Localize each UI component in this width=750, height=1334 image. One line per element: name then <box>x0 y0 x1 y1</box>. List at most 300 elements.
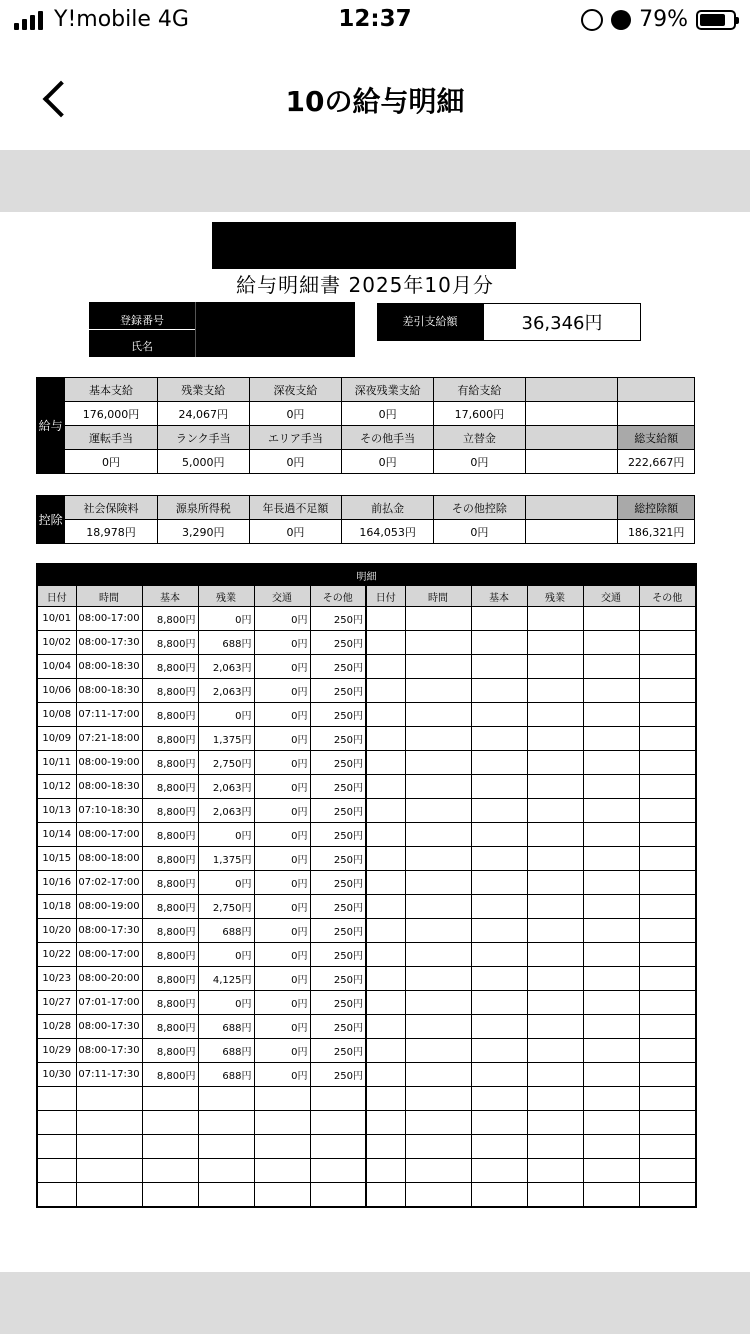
detail-empty-cell <box>405 919 471 943</box>
detail-empty-cell <box>527 1183 583 1208</box>
detail-cell: 10/16 <box>37 871 76 895</box>
detail-empty-cell <box>583 607 639 631</box>
detail-cell: 0円 <box>254 895 310 919</box>
deduction-value: 18,978円 <box>65 520 158 544</box>
detail-empty-cell <box>583 655 639 679</box>
detail-empty-cell <box>639 1087 696 1111</box>
detail-cell: 08:00-17:30 <box>76 919 142 943</box>
detail-empty-cell <box>471 1087 527 1111</box>
detail-cell: 07:11-17:00 <box>76 703 142 727</box>
detail-cell: 10/27 <box>37 991 76 1015</box>
detail-row <box>37 607 696 631</box>
detail-empty-cell <box>405 751 471 775</box>
pay-header: ランク手当 <box>157 426 249 450</box>
detail-row <box>37 799 696 823</box>
detail-empty-cell <box>405 991 471 1015</box>
detail-empty-cell <box>405 1063 471 1087</box>
detail-header: その他 <box>310 586 366 607</box>
detail-row <box>37 1111 696 1135</box>
pay-value <box>525 450 618 474</box>
detail-cell: 07:01-17:00 <box>76 991 142 1015</box>
detail-cell: 4,125円 <box>198 967 254 991</box>
detail-cell: 250円 <box>310 775 366 799</box>
deduction-side-label: 控除 <box>37 496 65 544</box>
detail-empty-cell <box>471 1015 527 1039</box>
detail-header: 時間 <box>405 586 471 607</box>
detail-cell: 10/18 <box>37 895 76 919</box>
pay-header <box>618 378 695 402</box>
detail-empty-cell <box>583 1135 639 1159</box>
detail-empty-cell <box>471 895 527 919</box>
total-deduction-value: 186,321円 <box>618 520 695 544</box>
detail-row <box>37 967 696 991</box>
detail-empty-cell <box>583 919 639 943</box>
detail-empty-cell <box>366 1159 405 1183</box>
detail-empty-cell <box>583 799 639 823</box>
detail-empty-cell <box>198 1111 254 1135</box>
detail-cell: 2,063円 <box>198 799 254 823</box>
deduction-header: 年長過不足額 <box>249 496 342 520</box>
detail-empty-cell <box>527 727 583 751</box>
detail-row <box>37 1015 696 1039</box>
detail-empty-cell <box>471 799 527 823</box>
detail-cell: 10/04 <box>37 655 76 679</box>
detail-empty-cell <box>366 991 405 1015</box>
pay-header: エリア手当 <box>249 426 342 450</box>
deduction-value: 3,290円 <box>157 520 249 544</box>
detail-cell: 688円 <box>198 1063 254 1087</box>
pay-header <box>525 378 618 402</box>
detail-row <box>37 1135 696 1159</box>
detail-empty-cell <box>527 1039 583 1063</box>
detail-cell: 08:00-19:00 <box>76 751 142 775</box>
detail-cell: 0円 <box>254 727 310 751</box>
detail-header: 残業 <box>198 586 254 607</box>
detail-header: その他 <box>639 586 696 607</box>
detail-cell: 8,800円 <box>142 919 198 943</box>
detail-empty-cell <box>471 607 527 631</box>
detail-empty-cell <box>639 607 696 631</box>
detail-empty-cell <box>254 1087 310 1111</box>
detail-title: 明細 <box>37 564 696 586</box>
detail-cell: 250円 <box>310 967 366 991</box>
detail-cell: 10/30 <box>37 1063 76 1087</box>
detail-empty-cell <box>527 1111 583 1135</box>
detail-row <box>37 871 696 895</box>
detail-empty-cell <box>583 631 639 655</box>
detail-header: 基本 <box>142 586 198 607</box>
detail-empty-cell <box>583 895 639 919</box>
detail-empty-cell <box>527 1015 583 1039</box>
detail-cell: 10/20 <box>37 919 76 943</box>
detail-empty-cell <box>366 679 405 703</box>
pay-value: 0円 <box>342 402 434 426</box>
detail-header: 日付 <box>366 586 405 607</box>
detail-cell: 07:21-18:00 <box>76 727 142 751</box>
detail-cell: 8,800円 <box>142 871 198 895</box>
detail-empty-cell <box>405 679 471 703</box>
detail-cell: 08:00-17:00 <box>76 607 142 631</box>
detail-cell: 0円 <box>254 967 310 991</box>
detail-empty-cell <box>405 607 471 631</box>
payslip-document <box>0 212 750 1272</box>
pay-value <box>618 402 695 426</box>
detail-empty-cell <box>639 847 696 871</box>
detail-cell: 8,800円 <box>142 799 198 823</box>
detail-empty-cell <box>405 1183 471 1208</box>
detail-empty-cell <box>471 631 527 655</box>
detail-empty-cell <box>366 703 405 727</box>
detail-empty-cell <box>76 1111 142 1135</box>
detail-empty-cell <box>527 919 583 943</box>
detail-empty-cell <box>639 967 696 991</box>
detail-cell: 08:00-18:30 <box>76 655 142 679</box>
detail-empty-cell <box>583 1087 639 1111</box>
detail-empty-cell <box>527 655 583 679</box>
detail-empty-cell <box>366 943 405 967</box>
pay-header: 深夜支給 <box>249 378 342 402</box>
detail-empty-cell <box>366 727 405 751</box>
detail-empty-cell <box>366 799 405 823</box>
detail-empty-cell <box>405 703 471 727</box>
detail-empty-cell <box>254 1159 310 1183</box>
pay-value: 0円 <box>249 402 342 426</box>
detail-cell: 688円 <box>198 631 254 655</box>
detail-empty-cell <box>527 607 583 631</box>
detail-cell: 8,800円 <box>142 751 198 775</box>
detail-cell: 10/12 <box>37 775 76 799</box>
detail-cell: 688円 <box>198 1015 254 1039</box>
detail-cell: 0円 <box>198 871 254 895</box>
detail-empty-cell <box>310 1159 366 1183</box>
detail-empty-cell <box>527 1087 583 1111</box>
detail-empty-cell <box>639 871 696 895</box>
detail-empty-cell <box>639 703 696 727</box>
detail-empty-cell <box>527 967 583 991</box>
detail-empty-cell <box>471 775 527 799</box>
detail-cell: 8,800円 <box>142 1039 198 1063</box>
detail-cell: 250円 <box>310 847 366 871</box>
detail-cell: 8,800円 <box>142 727 198 751</box>
detail-empty-cell <box>527 1063 583 1087</box>
detail-empty-cell <box>405 1135 471 1159</box>
detail-cell: 10/28 <box>37 1015 76 1039</box>
detail-empty-cell <box>471 703 527 727</box>
detail-cell: 10/02 <box>37 631 76 655</box>
detail-empty-cell <box>198 1087 254 1111</box>
deduction-header: 社会保険料 <box>65 496 158 520</box>
detail-cell: 1,375円 <box>198 847 254 871</box>
detail-empty-cell <box>37 1159 76 1183</box>
detail-cell: 8,800円 <box>142 943 198 967</box>
detail-cell: 8,800円 <box>142 655 198 679</box>
detail-cell: 8,800円 <box>142 1063 198 1087</box>
detail-empty-cell <box>583 703 639 727</box>
pay-value: 0円 <box>249 450 342 474</box>
detail-empty-cell <box>527 775 583 799</box>
alarm-icon <box>611 10 631 30</box>
detail-empty-cell <box>527 847 583 871</box>
detail-empty-cell <box>37 1135 76 1159</box>
detail-cell: 8,800円 <box>142 679 198 703</box>
detail-cell: 08:00-19:00 <box>76 895 142 919</box>
pay-value: 0円 <box>342 450 434 474</box>
info-divider <box>89 329 195 330</box>
detail-empty-cell <box>366 1015 405 1039</box>
detail-empty-cell <box>310 1087 366 1111</box>
pay-value: 5,000円 <box>157 450 249 474</box>
detail-cell: 250円 <box>310 991 366 1015</box>
detail-empty-cell <box>142 1183 198 1208</box>
detail-cell: 10/13 <box>37 799 76 823</box>
detail-header: 交通 <box>254 586 310 607</box>
detail-row <box>37 631 696 655</box>
detail-empty-cell <box>310 1183 366 1208</box>
detail-empty-cell <box>471 871 527 895</box>
detail-cell: 2,063円 <box>198 775 254 799</box>
detail-cell: 250円 <box>310 727 366 751</box>
detail-empty-cell <box>405 895 471 919</box>
detail-cell: 10/11 <box>37 751 76 775</box>
detail-empty-cell <box>405 775 471 799</box>
detail-empty-cell <box>639 775 696 799</box>
detail-empty-cell <box>583 727 639 751</box>
detail-row <box>37 775 696 799</box>
deduction-header: その他控除 <box>433 496 525 520</box>
detail-cell: 250円 <box>310 895 366 919</box>
detail-row <box>37 751 696 775</box>
detail-row <box>37 991 696 1015</box>
pay-table <box>36 377 695 474</box>
detail-cell: 8,800円 <box>142 607 198 631</box>
detail-cell: 08:00-18:00 <box>76 847 142 871</box>
label-registration-number: 登録番号 <box>120 314 164 327</box>
gray-band-top <box>0 150 750 212</box>
page-title: 10の給与明細 <box>285 85 465 118</box>
detail-empty-cell <box>583 1159 639 1183</box>
detail-empty-cell <box>405 871 471 895</box>
detail-cell: 250円 <box>310 751 366 775</box>
detail-empty-cell <box>639 1111 696 1135</box>
detail-empty-cell <box>583 847 639 871</box>
detail-empty-cell <box>471 967 527 991</box>
pay-value: 17,600円 <box>433 402 525 426</box>
detail-empty-cell <box>366 631 405 655</box>
detail-cell: 0円 <box>198 943 254 967</box>
detail-empty-cell <box>639 727 696 751</box>
detail-cell: 0円 <box>254 655 310 679</box>
detail-empty-cell <box>639 1135 696 1159</box>
redacted-company <box>212 222 516 269</box>
pay-value <box>525 402 618 426</box>
detail-empty-cell <box>639 1015 696 1039</box>
detail-empty-cell <box>366 871 405 895</box>
detail-cell: 07:10-18:30 <box>76 799 142 823</box>
detail-empty-cell <box>527 679 583 703</box>
detail-cell: 0円 <box>254 871 310 895</box>
detail-empty-cell <box>583 823 639 847</box>
label-name: 氏名 <box>131 340 153 353</box>
detail-empty-cell <box>471 823 527 847</box>
detail-empty-cell <box>583 1039 639 1063</box>
detail-cell: 250円 <box>310 703 366 727</box>
detail-cell: 2,750円 <box>198 751 254 775</box>
detail-empty-cell <box>471 943 527 967</box>
detail-cell: 250円 <box>310 1063 366 1087</box>
net-pay-value: 36,346円 <box>483 303 641 341</box>
detail-empty-cell <box>405 799 471 823</box>
detail-empty-cell <box>471 1063 527 1087</box>
detail-empty-cell <box>366 1183 405 1208</box>
detail-empty-cell <box>366 823 405 847</box>
detail-cell: 0円 <box>198 991 254 1015</box>
detail-empty-cell <box>405 967 471 991</box>
detail-empty-cell <box>37 1087 76 1111</box>
detail-empty-cell <box>471 751 527 775</box>
detail-empty-cell <box>254 1111 310 1135</box>
detail-empty-cell <box>527 1159 583 1183</box>
deduction-value <box>525 520 618 544</box>
detail-empty-cell <box>405 631 471 655</box>
detail-empty-cell <box>639 919 696 943</box>
detail-empty-cell <box>142 1111 198 1135</box>
detail-empty-cell <box>583 1183 639 1208</box>
detail-cell: 08:00-17:00 <box>76 823 142 847</box>
detail-empty-cell <box>366 1063 405 1087</box>
detail-empty-cell <box>639 1063 696 1087</box>
battery-percent: 79% <box>639 7 688 32</box>
detail-empty-cell <box>639 751 696 775</box>
rotation-lock-icon <box>581 9 603 31</box>
detail-empty-cell <box>527 703 583 727</box>
detail-header: 日付 <box>37 586 76 607</box>
detail-cell: 0円 <box>254 943 310 967</box>
detail-empty-cell <box>583 775 639 799</box>
detail-empty-cell <box>639 679 696 703</box>
detail-empty-cell <box>405 1159 471 1183</box>
detail-empty-cell <box>583 871 639 895</box>
detail-cell: 0円 <box>254 991 310 1015</box>
detail-cell: 688円 <box>198 919 254 943</box>
detail-empty-cell <box>366 1135 405 1159</box>
detail-cell: 8,800円 <box>142 1015 198 1039</box>
pay-value: 0円 <box>433 450 525 474</box>
detail-cell: 08:00-17:00 <box>76 943 142 967</box>
detail-cell: 08:00-17:30 <box>76 1039 142 1063</box>
detail-empty-cell <box>471 679 527 703</box>
detail-empty-cell <box>366 895 405 919</box>
detail-header: 残業 <box>527 586 583 607</box>
detail-cell: 10/06 <box>37 679 76 703</box>
detail-cell: 08:00-20:00 <box>76 967 142 991</box>
detail-cell: 10/23 <box>37 967 76 991</box>
detail-empty-cell <box>471 655 527 679</box>
detail-empty-cell <box>142 1135 198 1159</box>
detail-empty-cell <box>471 847 527 871</box>
detail-empty-cell <box>366 775 405 799</box>
gray-band-bottom <box>0 1272 750 1334</box>
detail-row <box>37 727 696 751</box>
detail-empty-cell <box>527 943 583 967</box>
deduction-value: 0円 <box>433 520 525 544</box>
detail-empty-cell <box>639 799 696 823</box>
detail-empty-cell <box>254 1135 310 1159</box>
detail-empty-cell <box>366 967 405 991</box>
pay-header <box>525 426 618 450</box>
detail-cell: 8,800円 <box>142 967 198 991</box>
detail-cell: 2,750円 <box>198 895 254 919</box>
detail-cell: 2,063円 <box>198 655 254 679</box>
detail-cell: 07:02-17:00 <box>76 871 142 895</box>
info-divider-v <box>195 302 196 357</box>
detail-empty-cell <box>471 1111 527 1135</box>
detail-empty-cell <box>37 1111 76 1135</box>
detail-empty-cell <box>639 1159 696 1183</box>
pay-side-label: 給与 <box>37 378 65 474</box>
detail-cell: 08:00-17:30 <box>76 1015 142 1039</box>
detail-empty-cell <box>76 1183 142 1208</box>
detail-row <box>37 895 696 919</box>
detail-empty-cell <box>254 1183 310 1208</box>
detail-empty-cell <box>471 1135 527 1159</box>
detail-cell: 08:00-17:30 <box>76 631 142 655</box>
detail-empty-cell <box>366 847 405 871</box>
detail-cell: 0円 <box>254 607 310 631</box>
detail-cell: 250円 <box>310 679 366 703</box>
detail-empty-cell <box>527 799 583 823</box>
detail-empty-cell <box>405 943 471 967</box>
deduction-header: 前払金 <box>342 496 434 520</box>
detail-row <box>37 1183 696 1208</box>
detail-empty-cell <box>405 1111 471 1135</box>
detail-header: 基本 <box>471 586 527 607</box>
detail-empty-cell <box>583 967 639 991</box>
total-pay-header: 総支給額 <box>618 426 695 450</box>
detail-cell: 0円 <box>254 1063 310 1087</box>
detail-empty-cell <box>639 895 696 919</box>
detail-cell: 1,375円 <box>198 727 254 751</box>
detail-empty-cell <box>471 1039 527 1063</box>
detail-cell: 8,800円 <box>142 775 198 799</box>
detail-cell: 10/01 <box>37 607 76 631</box>
detail-row <box>37 655 696 679</box>
pay-header: 残業支給 <box>157 378 249 402</box>
detail-cell: 0円 <box>254 775 310 799</box>
detail-cell: 0円 <box>198 823 254 847</box>
detail-row <box>37 943 696 967</box>
detail-empty-cell <box>471 1183 527 1208</box>
detail-cell: 0円 <box>254 799 310 823</box>
detail-cell: 0円 <box>254 823 310 847</box>
detail-empty-cell <box>198 1159 254 1183</box>
detail-cell: 250円 <box>310 655 366 679</box>
detail-empty-cell <box>471 1159 527 1183</box>
detail-row <box>37 1063 696 1087</box>
total-deduction-header: 総控除額 <box>618 496 695 520</box>
detail-cell: 688円 <box>198 1039 254 1063</box>
detail-cell: 8,800円 <box>142 895 198 919</box>
detail-empty-cell <box>76 1087 142 1111</box>
detail-empty-cell <box>405 655 471 679</box>
detail-empty-cell <box>366 655 405 679</box>
detail-cell: 0円 <box>254 1015 310 1039</box>
detail-header: 交通 <box>583 586 639 607</box>
detail-row <box>37 1039 696 1063</box>
detail-header: 時間 <box>76 586 142 607</box>
detail-empty-cell <box>405 1087 471 1111</box>
deduction-value: 164,053円 <box>342 520 434 544</box>
detail-empty-cell <box>583 679 639 703</box>
